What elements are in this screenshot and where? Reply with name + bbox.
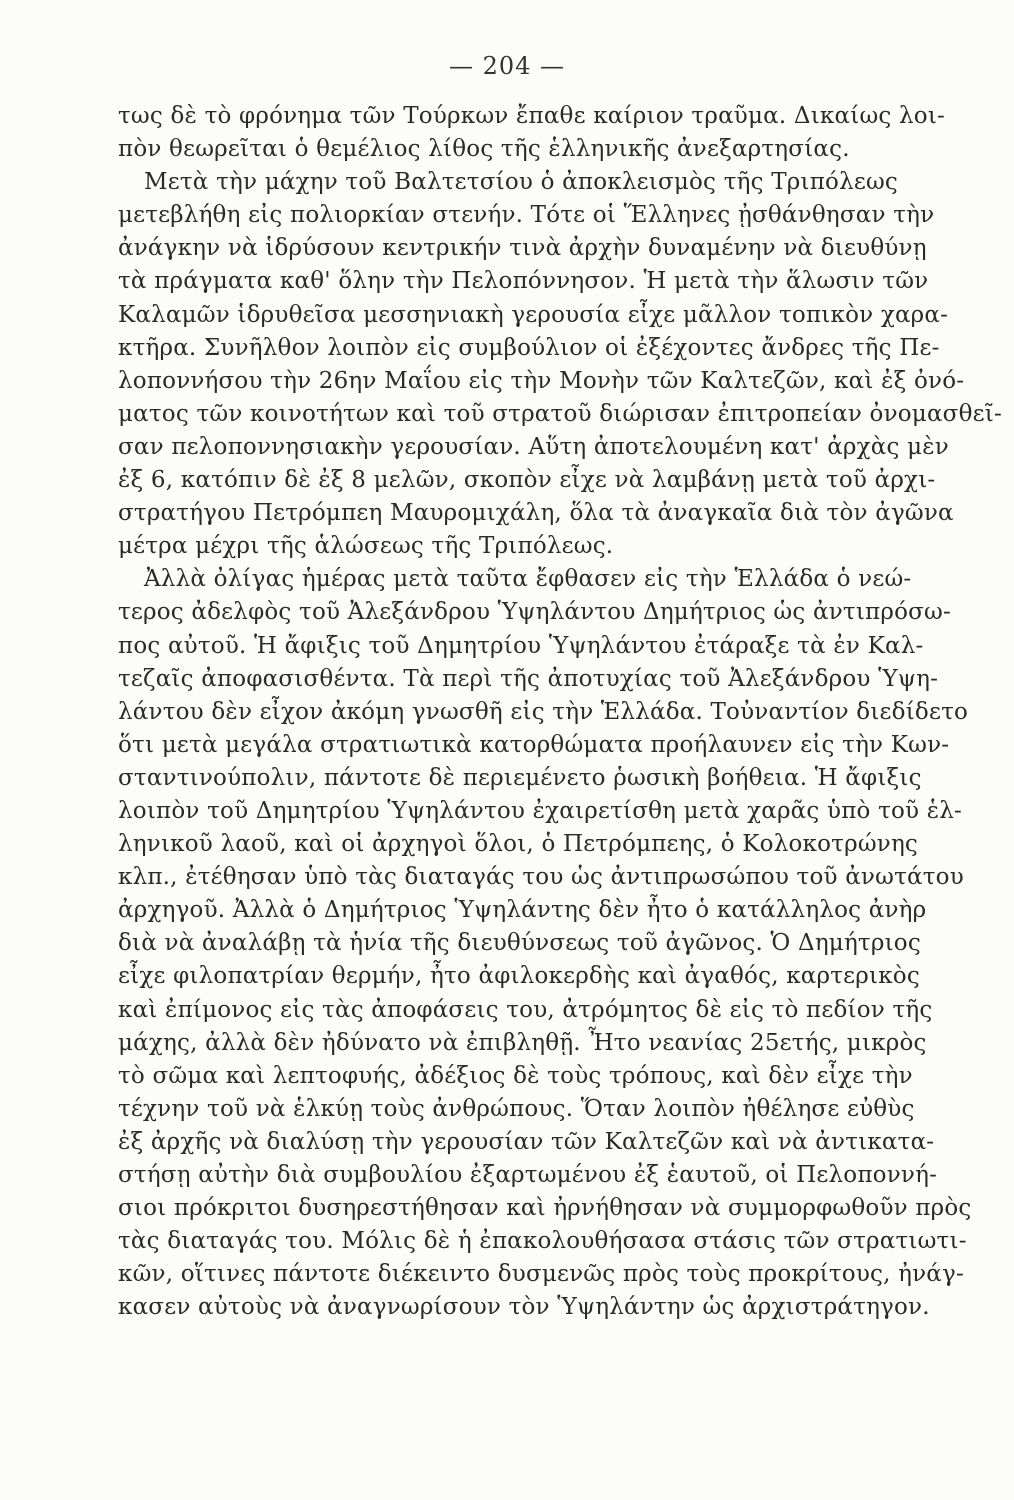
body-text (118, 100, 1002, 1324)
text-line: σιοι πρόκριτοι δυσηρεστήθησαν καὶ ἠρνήθησαν νὰ συμμορφωθοῦν πρὸς (118, 1195, 972, 1222)
text-line: κασεν αὐτοὺς νὰ ἀναγνωρίσουν τὸν Ὑψηλάντην ὡς ἀρχιστράτηγον. (118, 1294, 930, 1321)
text-line: καὶ ἐπίμονος εἰς τὰς ἀποφάσεις του, ἀτρόμητος δὲ εἰς τὸ πεδίον τῆς (118, 996, 933, 1023)
text-line: πὸν θεωρεῖται ὁ θεμέλιος λίθος τῆς ἑλληνικῆς ἀνεξαρτησίας. (118, 136, 850, 163)
text-line: λοιπὸν τοῦ Δημητρίου Ὑψηλάντου ἐχαιρετίσθη μετὰ χαρᾶς ὑπὸ τοῦ ἑλ- (118, 797, 963, 824)
text-line: λοποννήσου τὴν 26ην Μαΐου εἰς τὴν Μονὴν τῶν Καλτεζῶν, καὶ ἐξ ὀνό- (118, 367, 965, 394)
page-number: — 204 — (448, 52, 566, 80)
text-line: Ἀλλὰ ὀλίγας ἡμέρας μετὰ ταῦτα ἔφθασεν εἰς τὴν Ἑλλάδα ὁ νεώ- (144, 566, 912, 593)
text-line: ἀνάγκην νὰ ἱδρύσουν κεντρικήν τινὰ ἀρχὴν δυναμένην νὰ διευθύνῃ (118, 235, 927, 262)
text-line: τερος ἀδελφὸς τοῦ Ἀλεξάνδρου Ὑψηλάντου Δημήτριος ὡς ἀντιπρόσω- (118, 599, 951, 626)
text-line: τως δὲ τὸ φρόνημα τῶν Τούρκων ἔπαθε καίριον τραῦμα. Δικαίως λοι- (118, 103, 946, 129)
text-line: στήσῃ αὐτὴν διὰ συμβουλίου ἐξαρτωμένου ἐξ ἑαυτοῦ, οἱ Πελοποννή- (118, 1162, 938, 1188)
text-line: κλπ., ἐτέθησαν ὑπὸ τὰς διαταγάς του ὡς ἀντιπρωσώπου τοῦ ἀνωτάτου (118, 864, 964, 891)
text-line: μάχης, ἀλλὰ δὲν ἠδύνατο νὰ ἐπιβληθῇ. Ἦτο νεανίας 25ετής, μικρὸς (118, 1029, 927, 1056)
text-line: σαν πελοποννησιακὴν γερουσίαν. Αὕτη ἀποτελουμένη κατ' ἀρχὰς μὲν (118, 433, 949, 460)
text-line: τὰ πράγματα καθ' ὅλην τὴν Πελοπόννησον. Ἡ μετὰ τὴν ἅλωσιν τῶν (118, 268, 929, 295)
text-line: ὅτι μετὰ μεγάλα στρατιωτικὰ κατορθώματα προήλαυνεν εἰς τὴν Κων- (118, 731, 950, 758)
text-line: σταντινούπολιν, πάντοτε δὲ περιεμένετο ῥωσικὴ βοήθεια. Ἡ ἄφιξις (118, 764, 922, 791)
text-line: λάντου δὲν εἶχον ἀκόμη γνωσθῆ εἰς τὴν Ἑλλάδα. Τοὐναντίον διεδίδετο (118, 698, 969, 725)
text-line: κῶν, οἵτινες πάντοτε διέκειντο δυσμενῶς πρὸς τοὺς προκρίτους, ἠνάγ- (118, 1261, 964, 1288)
text-line: Μετὰ τὴν μάχην τοῦ Βαλτετσίου ὁ ἀποκλεισμὸς τῆς Τριπόλεως (144, 169, 898, 196)
text-line: ἀρχηγοῦ. Ἀλλὰ ὁ Δημήτριος Ὑψηλάντης δὲν ἦτο ὁ κατάλληλος ἀνὴρ (118, 897, 927, 924)
text-line: εἶχε φιλοπατρίαν θερμήν, ἦτο ἀφιλοκερδὴς καὶ ἀγαθός, καρτερικὸς (118, 963, 920, 990)
text-line: πος αὐτοῦ. Ἡ ἄφιξις τοῦ Δημητρίου Ὑψηλάντου ἐτάραξε τὰ ἐν Καλ- (118, 632, 924, 659)
text-line: τέχνην τοῦ νὰ ἑλκύῃ τοὺς ἀνθρώπους. Ὅταν λοιπὸν ἠθέλησε εὐθὺς (118, 1095, 915, 1122)
text-line: Καλαμῶν ἱδρυθεῖσα μεσσηνιακὴ γερουσία εἶχε μᾶλλον τοπικὸν χαρα- (118, 301, 949, 328)
text-line: ληνικοῦ λαοῦ, καὶ οἱ ἀρχηγοὶ ὅλοι, ὁ Πετρόμπεης, ὁ Κολοκοτρώνης (118, 831, 919, 858)
text-line: ἐξ ἀρχῆς νὰ διαλύσῃ τὴν γερουσίαν τῶν Καλτεζῶν καὶ νὰ ἀντικατα- (118, 1128, 935, 1155)
text-line: στρατήγου Πετρόμπεη Μαυρομιχάλη, ὅλα τὰ ἀναγκαῖα διὰ τὸν ἀγῶνα (118, 500, 954, 527)
text-line: μετεβλήθη εἰς πολιορκίαν στενήν. Τότε οἱ Ἕλληνες ᾐσθάνθησαν τὴν (118, 202, 935, 229)
text-line: κτῆρα. Συνῆλθον λοιπὸν εἰς συμβούλιον οἱ ἐξέχοντες ἄνδρες τῆς Πε- (118, 334, 940, 361)
text-line: τὰς διαταγάς του. Μόλις δὲ ἡ ἐπακολουθήσασα στάσις τῶν στρατιωτι- (118, 1228, 967, 1255)
text-line: μέτρα μέχρι τῆς ἁλώσεως τῆς Τριπόλεως. (118, 533, 614, 560)
text-line: τὸ σῶμα καὶ λεπτοφυής, ἀδέξιος δὲ τοὺς τρόπους, καὶ δὲν εἶχε τὴν (118, 1062, 913, 1089)
text-line: ματος τῶν κοινοτήτων καὶ τοῦ στρατοῦ διώρισαν ἐπιτροπείαν ὀνομασθεῖ- (118, 400, 1002, 427)
text-line: ἐξ 6, κατόπιν δὲ ἐξ 8 μελῶν, σκοπὸν εἶχε νὰ λαμβάνῃ μετὰ τοῦ ἀρχι- (118, 467, 936, 494)
text-line: τεζαῖς ἀποφασισθέντα. Τὰ περὶ τῆς ἀποτυχίας τοῦ Ἀλεξάνδρου Ὑψη- (118, 665, 939, 692)
text-line: διὰ νὰ ἀναλάβῃ τὰ ἡνία τῆς διευθύνσεως τοῦ ἀγῶνος. Ὁ Δημήτριος (118, 930, 921, 957)
